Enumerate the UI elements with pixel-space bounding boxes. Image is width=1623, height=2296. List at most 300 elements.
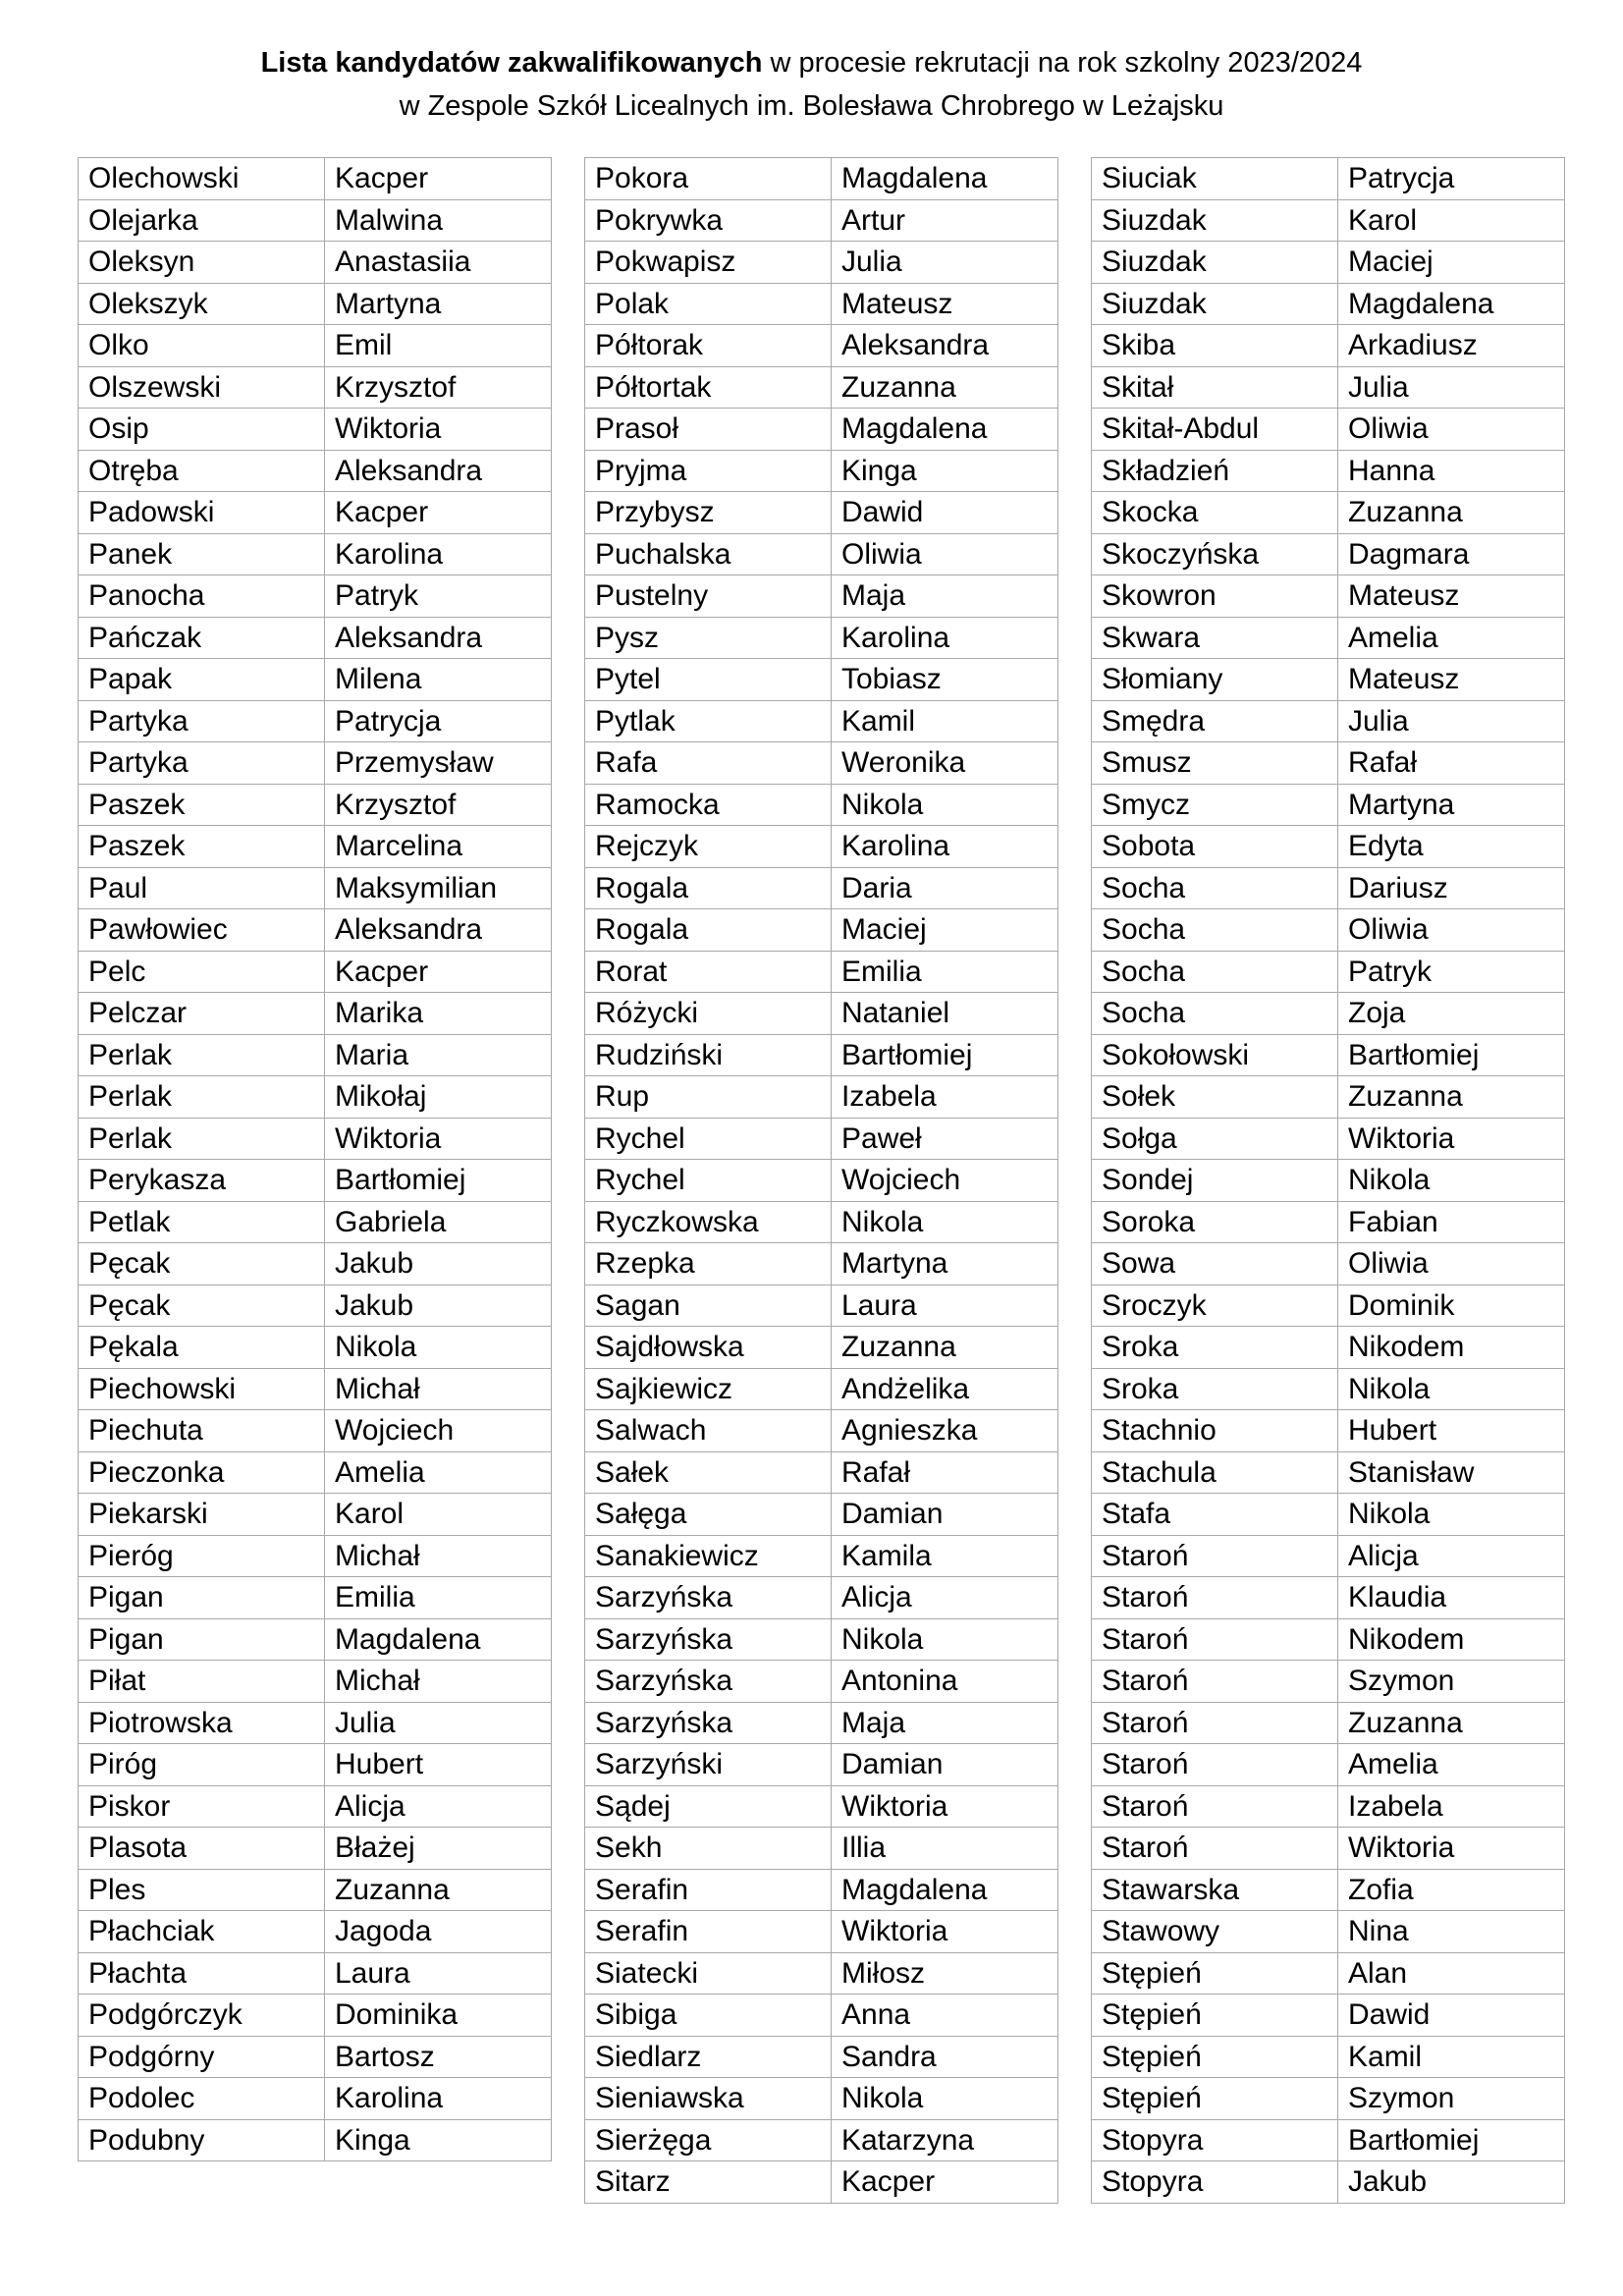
table-row bbox=[79, 158, 552, 200]
table-row bbox=[79, 492, 552, 534]
table-row bbox=[1092, 742, 1565, 785]
first-name-cell: Mateusz bbox=[1338, 575, 1565, 618]
table-row bbox=[79, 784, 552, 826]
first-name-cell: Tobiasz bbox=[832, 659, 1058, 701]
surname-cell: Puchalska bbox=[585, 533, 832, 575]
first-name-cell: Martyna bbox=[832, 1243, 1058, 1285]
first-name-cell: Wojciech bbox=[832, 1160, 1058, 1202]
table-row bbox=[1092, 1911, 1565, 1953]
table-row bbox=[1092, 1451, 1565, 1494]
candidate-table-column-2 bbox=[584, 157, 1058, 2204]
first-name-cell: Dariusz bbox=[1338, 867, 1565, 909]
first-name-cell: Zuzanna bbox=[1338, 1702, 1565, 1744]
table-row bbox=[585, 867, 1058, 909]
surname-cell: Petlak bbox=[79, 1201, 325, 1243]
surname-cell: Siuciak bbox=[1092, 158, 1338, 200]
surname-cell: Partyka bbox=[79, 742, 325, 785]
table-row bbox=[79, 1285, 552, 1327]
first-name-cell: Maja bbox=[832, 575, 1058, 618]
table-row bbox=[79, 1577, 552, 1619]
table-row bbox=[585, 1785, 1058, 1828]
first-name-cell: Miłosz bbox=[832, 1952, 1058, 1995]
table-row bbox=[585, 1744, 1058, 1786]
first-name-cell: Rafał bbox=[832, 1451, 1058, 1494]
first-name-cell: Weronika bbox=[832, 742, 1058, 785]
surname-cell: Olechowski bbox=[79, 158, 325, 200]
table-row bbox=[585, 1952, 1058, 1995]
surname-cell: Sołek bbox=[1092, 1076, 1338, 1119]
surname-cell: Olekszyk bbox=[79, 283, 325, 325]
surname-cell: Ramocka bbox=[585, 784, 832, 826]
first-name-cell: Wiktoria bbox=[832, 1911, 1058, 1953]
first-name-cell: Maciej bbox=[832, 909, 1058, 952]
table-row bbox=[585, 283, 1058, 325]
surname-cell: Paszek bbox=[79, 826, 325, 868]
surname-cell: Staroń bbox=[1092, 1535, 1338, 1577]
first-name-cell: Bartłomiej bbox=[1338, 2119, 1565, 2161]
table-row bbox=[1092, 1285, 1565, 1327]
first-name-cell: Patryk bbox=[325, 575, 552, 618]
table-row bbox=[1092, 1118, 1565, 1160]
surname-cell: Olszewski bbox=[79, 366, 325, 409]
document-subtitle: w Zespole Szkół Licealnych im. Bolesława Chrobrego w Leżajsku bbox=[399, 90, 1224, 122]
table-row bbox=[585, 1327, 1058, 1369]
surname-cell: Smycz bbox=[1092, 784, 1338, 826]
surname-cell: Oleksyn bbox=[79, 242, 325, 284]
table-row bbox=[585, 993, 1058, 1035]
first-name-cell: Izabela bbox=[832, 1076, 1058, 1119]
surname-cell: Rogala bbox=[585, 867, 832, 909]
first-name-cell: Marika bbox=[325, 993, 552, 1035]
first-name-cell: Julia bbox=[1338, 700, 1565, 742]
first-name-cell: Alan bbox=[1338, 1952, 1565, 1995]
surname-cell: Podubny bbox=[79, 2119, 325, 2161]
table-row bbox=[585, 1869, 1058, 1911]
surname-cell: Stępień bbox=[1092, 2078, 1338, 2120]
surname-cell: Sałęga bbox=[585, 1494, 832, 1536]
table-row bbox=[585, 1368, 1058, 1410]
surname-cell: Podgórny bbox=[79, 2036, 325, 2078]
first-name-cell: Amelia bbox=[325, 1451, 552, 1494]
surname-cell: Papak bbox=[79, 659, 325, 701]
surname-cell: Pelc bbox=[79, 951, 325, 993]
first-name-cell: Emilia bbox=[325, 1577, 552, 1619]
first-name-cell: Aleksandra bbox=[325, 909, 552, 952]
first-name-cell: Patrycja bbox=[325, 700, 552, 742]
first-name-cell: Klaudia bbox=[1338, 1577, 1565, 1619]
table-row bbox=[79, 2119, 552, 2161]
table-row bbox=[1092, 2078, 1565, 2120]
surname-cell: Piłat bbox=[79, 1661, 325, 1703]
surname-cell: Polak bbox=[585, 283, 832, 325]
first-name-cell: Wiktoria bbox=[325, 409, 552, 451]
first-name-cell: Gabriela bbox=[325, 1201, 552, 1243]
first-name-cell: Maja bbox=[832, 1702, 1058, 1744]
surname-cell: Piróg bbox=[79, 1744, 325, 1786]
surname-cell: Pokora bbox=[585, 158, 832, 200]
surname-cell: Sowa bbox=[1092, 1243, 1338, 1285]
surname-cell: Sondej bbox=[1092, 1160, 1338, 1202]
first-name-cell: Michał bbox=[325, 1368, 552, 1410]
candidate-table-column-1 bbox=[78, 157, 552, 2161]
surname-cell: Półtorak bbox=[585, 325, 832, 367]
first-name-cell: Aleksandra bbox=[325, 450, 552, 492]
first-name-cell: Zuzanna bbox=[1338, 1076, 1565, 1119]
first-name-cell: Kacper bbox=[325, 492, 552, 534]
table-row bbox=[79, 1618, 552, 1661]
surname-cell: Staroń bbox=[1092, 1661, 1338, 1703]
table-row bbox=[585, 1410, 1058, 1452]
first-name-cell: Bartosz bbox=[325, 2036, 552, 2078]
surname-cell: Sarzyński bbox=[585, 1744, 832, 1786]
table-row bbox=[585, 951, 1058, 993]
table-row bbox=[1092, 1577, 1565, 1619]
surname-cell: Perlak bbox=[79, 1118, 325, 1160]
table-row bbox=[1092, 575, 1565, 618]
first-name-cell: Paweł bbox=[832, 1118, 1058, 1160]
surname-cell: Sroczyk bbox=[1092, 1285, 1338, 1327]
table-row bbox=[585, 784, 1058, 826]
surname-cell: Przybysz bbox=[585, 492, 832, 534]
surname-cell: Sokołowski bbox=[1092, 1034, 1338, 1076]
table-row bbox=[1092, 700, 1565, 742]
table-row bbox=[1092, 283, 1565, 325]
first-name-cell: Martyna bbox=[325, 283, 552, 325]
surname-cell: Stachula bbox=[1092, 1451, 1338, 1494]
first-name-cell: Aleksandra bbox=[325, 617, 552, 659]
table-row bbox=[585, 1995, 1058, 2037]
table-row bbox=[1092, 1869, 1565, 1911]
first-name-cell: Nikola bbox=[325, 1327, 552, 1369]
surname-cell: Skitał bbox=[1092, 366, 1338, 409]
surname-cell: Rychel bbox=[585, 1160, 832, 1202]
first-name-cell: Edyta bbox=[1338, 826, 1565, 868]
table-row bbox=[585, 2036, 1058, 2078]
table-row bbox=[79, 1327, 552, 1369]
first-name-cell: Kinga bbox=[832, 450, 1058, 492]
first-name-cell: Kacper bbox=[832, 2161, 1058, 2204]
first-name-cell: Hanna bbox=[1338, 450, 1565, 492]
first-name-cell: Hubert bbox=[325, 1744, 552, 1786]
surname-cell: Sekh bbox=[585, 1828, 832, 1870]
table-row bbox=[1092, 1828, 1565, 1870]
first-name-cell: Izabela bbox=[1338, 1785, 1565, 1828]
surname-cell: Stawarska bbox=[1092, 1869, 1338, 1911]
table-row bbox=[585, 1494, 1058, 1536]
first-name-cell: Karol bbox=[325, 1494, 552, 1536]
table-row bbox=[79, 1368, 552, 1410]
surname-cell: Pigan bbox=[79, 1577, 325, 1619]
surname-cell: Socha bbox=[1092, 951, 1338, 993]
surname-cell: Pękala bbox=[79, 1327, 325, 1369]
table-row bbox=[79, 909, 552, 952]
table-row bbox=[585, 2078, 1058, 2120]
first-name-cell: Alicja bbox=[325, 1785, 552, 1828]
table-row bbox=[585, 1243, 1058, 1285]
surname-cell: Pańczak bbox=[79, 617, 325, 659]
table-row bbox=[1092, 1076, 1565, 1119]
surname-cell: Plasota bbox=[79, 1828, 325, 1870]
table-row bbox=[79, 283, 552, 325]
table-row bbox=[1092, 242, 1565, 284]
first-name-cell: Wiktoria bbox=[832, 1785, 1058, 1828]
first-name-cell: Alicja bbox=[1338, 1535, 1565, 1577]
candidate-table-column-3 bbox=[1091, 157, 1565, 2204]
first-name-cell: Magdalena bbox=[832, 409, 1058, 451]
table-row bbox=[1092, 826, 1565, 868]
table-row bbox=[585, 659, 1058, 701]
first-name-cell: Fabian bbox=[1338, 1201, 1565, 1243]
surname-cell: Pawłowiec bbox=[79, 909, 325, 952]
surname-cell: Sarzyńska bbox=[585, 1577, 832, 1619]
table-row bbox=[1092, 1952, 1565, 1995]
surname-cell: Sarzyńska bbox=[585, 1661, 832, 1703]
surname-cell: Podolec bbox=[79, 2078, 325, 2120]
table-row bbox=[585, 366, 1058, 409]
surname-cell: Piotrowska bbox=[79, 1702, 325, 1744]
surname-cell: Prasoł bbox=[585, 409, 832, 451]
first-name-cell: Emilia bbox=[832, 951, 1058, 993]
table-row bbox=[1092, 2036, 1565, 2078]
first-name-cell: Zoja bbox=[1338, 993, 1565, 1035]
first-name-cell: Krzysztof bbox=[325, 784, 552, 826]
first-name-cell: Przemysław bbox=[325, 742, 552, 785]
table-row bbox=[1092, 158, 1565, 200]
table-row bbox=[585, 1702, 1058, 1744]
table-row bbox=[79, 742, 552, 785]
table-row bbox=[1092, 1785, 1565, 1828]
first-name-cell: Nataniel bbox=[832, 993, 1058, 1035]
first-name-cell: Alicja bbox=[832, 1577, 1058, 1619]
table-row bbox=[585, 1076, 1058, 1119]
first-name-cell: Michał bbox=[325, 1661, 552, 1703]
surname-cell: Padowski bbox=[79, 492, 325, 534]
first-name-cell: Rafał bbox=[1338, 742, 1565, 785]
first-name-cell: Jakub bbox=[325, 1243, 552, 1285]
first-name-cell: Kinga bbox=[325, 2119, 552, 2161]
table-row bbox=[1092, 1368, 1565, 1410]
table-row bbox=[1092, 784, 1565, 826]
surname-cell: Sroka bbox=[1092, 1368, 1338, 1410]
surname-cell: Słomiany bbox=[1092, 659, 1338, 701]
surname-cell: Sieniawska bbox=[585, 2078, 832, 2120]
table-row bbox=[1092, 1995, 1565, 2037]
first-name-cell: Kacper bbox=[325, 951, 552, 993]
first-name-cell: Nikola bbox=[832, 2078, 1058, 2120]
table-row bbox=[585, 1577, 1058, 1619]
table-row bbox=[1092, 533, 1565, 575]
document-title bbox=[0, 41, 1623, 84]
table-row bbox=[1092, 1661, 1565, 1703]
first-name-cell: Artur bbox=[832, 199, 1058, 242]
first-name-cell: Amelia bbox=[1338, 617, 1565, 659]
surname-cell: Panocha bbox=[79, 575, 325, 618]
table-row bbox=[1092, 450, 1565, 492]
first-name-cell: Bartłomiej bbox=[325, 1160, 552, 1202]
table-row bbox=[1092, 867, 1565, 909]
table-row bbox=[1092, 993, 1565, 1035]
table-row bbox=[79, 1160, 552, 1202]
table-row bbox=[1092, 1744, 1565, 1786]
first-name-cell: Maciej bbox=[1338, 242, 1565, 284]
surname-cell: Otręba bbox=[79, 450, 325, 492]
surname-cell: Sroka bbox=[1092, 1327, 1338, 1369]
surname-cell: Ples bbox=[79, 1869, 325, 1911]
first-name-cell: Krzysztof bbox=[325, 366, 552, 409]
surname-cell: Płachciak bbox=[79, 1911, 325, 1953]
first-name-cell: Nikodem bbox=[1338, 1618, 1565, 1661]
first-name-cell: Arkadiusz bbox=[1338, 325, 1565, 367]
surname-cell: Olejarka bbox=[79, 199, 325, 242]
table-row bbox=[585, 242, 1058, 284]
surname-cell: Salwach bbox=[585, 1410, 832, 1452]
title-rest: w procesie rekrutacji na rok szkolny 2023/2024 bbox=[762, 47, 1363, 79]
surname-cell: Perykasza bbox=[79, 1160, 325, 1202]
surname-cell: Stawowy bbox=[1092, 1911, 1338, 1953]
surname-cell: Skiba bbox=[1092, 325, 1338, 367]
first-name-cell: Kacper bbox=[325, 158, 552, 200]
surname-cell: Pelczar bbox=[79, 993, 325, 1035]
surname-cell: Składzień bbox=[1092, 450, 1338, 492]
surname-cell: Olko bbox=[79, 325, 325, 367]
surname-cell: Sajkiewicz bbox=[585, 1368, 832, 1410]
first-name-cell: Dominika bbox=[325, 1995, 552, 2037]
table-row bbox=[585, 533, 1058, 575]
table-row bbox=[585, 1535, 1058, 1577]
table-row bbox=[585, 199, 1058, 242]
table-row bbox=[1092, 1494, 1565, 1536]
surname-cell: Sibiga bbox=[585, 1995, 832, 2037]
surname-cell: Sałek bbox=[585, 1451, 832, 1494]
first-name-cell: Martyna bbox=[1338, 784, 1565, 826]
first-name-cell: Błażej bbox=[325, 1828, 552, 1870]
first-name-cell: Kamila bbox=[832, 1535, 1058, 1577]
first-name-cell: Sandra bbox=[832, 2036, 1058, 2078]
table-row bbox=[585, 409, 1058, 451]
table-row bbox=[79, 1034, 552, 1076]
table-row bbox=[1092, 409, 1565, 451]
surname-cell: Sitarz bbox=[585, 2161, 832, 2204]
table-row bbox=[585, 1451, 1058, 1494]
first-name-cell: Malwina bbox=[325, 199, 552, 242]
first-name-cell: Zuzanna bbox=[832, 366, 1058, 409]
surname-cell: Stępień bbox=[1092, 1952, 1338, 1995]
first-name-cell: Milena bbox=[325, 659, 552, 701]
first-name-cell: Magdalena bbox=[832, 158, 1058, 200]
surname-cell: Paul bbox=[79, 867, 325, 909]
first-name-cell: Zofia bbox=[1338, 1869, 1565, 1911]
surname-cell: Perlak bbox=[79, 1034, 325, 1076]
first-name-cell: Mikołaj bbox=[325, 1076, 552, 1119]
table-row bbox=[79, 325, 552, 367]
surname-cell: Osip bbox=[79, 409, 325, 451]
surname-cell: Staroń bbox=[1092, 1828, 1338, 1870]
surname-cell: Piekarski bbox=[79, 1494, 325, 1536]
surname-cell: Stopyra bbox=[1092, 2119, 1338, 2161]
table-row bbox=[79, 199, 552, 242]
table-row bbox=[585, 492, 1058, 534]
first-name-cell: Michał bbox=[325, 1535, 552, 1577]
surname-cell: Pytlak bbox=[585, 700, 832, 742]
first-name-cell: Hubert bbox=[1338, 1410, 1565, 1452]
table-row bbox=[1092, 366, 1565, 409]
surname-cell: Smędra bbox=[1092, 700, 1338, 742]
table-row bbox=[79, 617, 552, 659]
table-row bbox=[585, 450, 1058, 492]
first-name-cell: Nikola bbox=[1338, 1160, 1565, 1202]
surname-cell: Staroń bbox=[1092, 1744, 1338, 1786]
table-row bbox=[1092, 1618, 1565, 1661]
surname-cell: Serafin bbox=[585, 1869, 832, 1911]
first-name-cell: Zuzanna bbox=[1338, 492, 1565, 534]
table-row bbox=[79, 2036, 552, 2078]
surname-cell: Staroń bbox=[1092, 1577, 1338, 1619]
table-row bbox=[1092, 1160, 1565, 1202]
surname-cell: Pysz bbox=[585, 617, 832, 659]
first-name-cell: Dawid bbox=[1338, 1995, 1565, 2037]
first-name-cell: Dagmara bbox=[1338, 533, 1565, 575]
table-row bbox=[1092, 492, 1565, 534]
first-name-cell: Mateusz bbox=[1338, 659, 1565, 701]
table-row bbox=[79, 1451, 552, 1494]
surname-cell: Rafa bbox=[585, 742, 832, 785]
first-name-cell: Karol bbox=[1338, 199, 1565, 242]
surname-cell: Pigan bbox=[79, 1618, 325, 1661]
table-row bbox=[79, 1785, 552, 1828]
first-name-cell: Nikola bbox=[832, 1618, 1058, 1661]
surname-cell: Skocka bbox=[1092, 492, 1338, 534]
surname-cell: Smusz bbox=[1092, 742, 1338, 785]
surname-cell: Rejczyk bbox=[585, 826, 832, 868]
surname-cell: Staroń bbox=[1092, 1618, 1338, 1661]
first-name-cell: Bartłomiej bbox=[832, 1034, 1058, 1076]
surname-cell: Partyka bbox=[79, 700, 325, 742]
surname-cell: Sarzyńska bbox=[585, 1618, 832, 1661]
first-name-cell: Katarzyna bbox=[832, 2119, 1058, 2161]
first-name-cell: Julia bbox=[1338, 366, 1565, 409]
table-row bbox=[79, 1410, 552, 1452]
first-name-cell: Karolina bbox=[325, 2078, 552, 2120]
first-name-cell: Andżelika bbox=[832, 1368, 1058, 1410]
table-row bbox=[585, 826, 1058, 868]
first-name-cell: Karolina bbox=[832, 826, 1058, 868]
table-row bbox=[79, 409, 552, 451]
table-row bbox=[585, 1118, 1058, 1160]
first-name-cell: Oliwia bbox=[1338, 909, 1565, 952]
surname-cell: Serafin bbox=[585, 1911, 832, 1953]
table-row bbox=[1092, 951, 1565, 993]
surname-cell: Podgórczyk bbox=[79, 1995, 325, 2037]
table-row bbox=[585, 742, 1058, 785]
surname-cell: Skowron bbox=[1092, 575, 1338, 618]
surname-cell: Panek bbox=[79, 533, 325, 575]
table-row bbox=[79, 1661, 552, 1703]
table-row bbox=[79, 993, 552, 1035]
table-row bbox=[79, 867, 552, 909]
table-row bbox=[1092, 1201, 1565, 1243]
surname-cell: Sagan bbox=[585, 1285, 832, 1327]
surname-cell: Soroka bbox=[1092, 1201, 1338, 1243]
table-row bbox=[79, 700, 552, 742]
surname-cell: Pryjma bbox=[585, 450, 832, 492]
table-row bbox=[585, 575, 1058, 618]
first-name-cell: Emil bbox=[325, 325, 552, 367]
surname-cell: Pieczonka bbox=[79, 1451, 325, 1494]
surname-cell: Różycki bbox=[585, 993, 832, 1035]
table-row bbox=[1092, 2119, 1565, 2161]
surname-cell: Socha bbox=[1092, 993, 1338, 1035]
table-row bbox=[79, 1911, 552, 1953]
